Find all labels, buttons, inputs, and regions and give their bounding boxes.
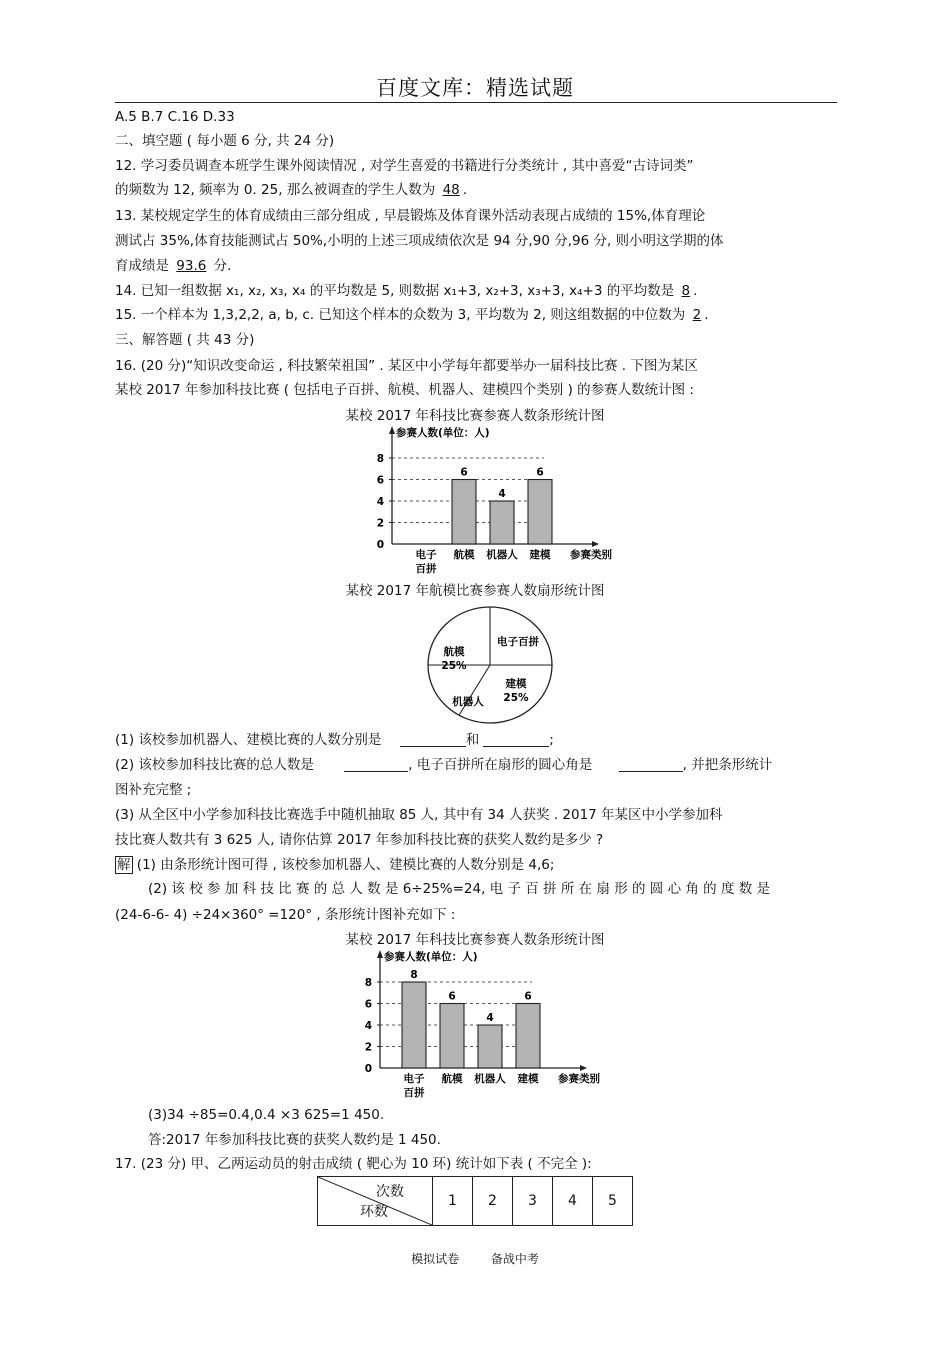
q13-answer: 93.6 [176, 258, 207, 274]
y-tick-label: 8 [376, 453, 384, 465]
bar [490, 501, 514, 544]
bar [478, 1025, 502, 1068]
diag-bottom-label: 环数 [360, 1204, 388, 1220]
category-label-line1: 电子 [415, 549, 437, 561]
slice-label: 机器人 [452, 696, 484, 708]
sub1-end: ; [549, 732, 554, 748]
y-axis-arrow [389, 426, 395, 434]
sub2-text: (2) 该校参加科技比赛的总人数是 [115, 757, 314, 773]
sub1-text: (1) 该校参加机器人、建模比赛的人数分别是 [115, 732, 382, 748]
col-header-4: 4 [553, 1177, 593, 1226]
table-row [318, 1177, 633, 1226]
x-axis-arrow [580, 1065, 587, 1071]
slice-label: 建模 [505, 678, 527, 690]
data-label: 6 [524, 990, 532, 1003]
q16-line1: 16. (20 分)“知识改变命运 , 科技繁荣祖国” . 某区中小学每年都要举办一届科技比赛 . 下图为某区 [115, 358, 698, 374]
bar-chart-completed [348, 948, 608, 1100]
bar [528, 480, 552, 545]
q12-end: . [462, 182, 468, 198]
solution-tag: 解 [117, 857, 131, 873]
q13-text: 育成绩是 [115, 258, 169, 274]
category-label: 航模 [441, 1073, 463, 1085]
q13-line2: 测试占 35%,体育技能测试占 50%,小明的上述三项成绩依次是 94 分,90 分,96 分, 则小明这学期的体 [115, 233, 724, 249]
footer-right: 备战中考 [490, 1252, 539, 1266]
sub1-blank-1[interactable] [400, 732, 466, 747]
data-label: 6 [448, 990, 456, 1003]
category-label: 机器人 [486, 549, 518, 561]
data-label: 6 [460, 466, 468, 479]
bar [452, 480, 476, 545]
q12-answer: 48 [442, 182, 460, 198]
slice-percent: 25% [503, 692, 529, 704]
col-header-1: 1 [433, 1177, 473, 1226]
q15-answer: 2 [692, 307, 702, 323]
solution-3-answer: 答:2017 年参加科技比赛的获奖人数约是 1 450. [148, 1132, 441, 1148]
q14-answer: 8 [681, 283, 691, 299]
section-fill-in: 二、填空题 ( 每小题 6 分, 共 24 分) [115, 133, 335, 149]
data-label: 6 [536, 466, 544, 479]
sub1-blank-2[interactable] [483, 732, 549, 747]
chart2-title: 某校 2017 年科技比赛参赛人数条形统计图 [345, 932, 605, 948]
y-tick-label: 2 [376, 517, 384, 530]
category-label-line2: 百拼 [403, 1087, 425, 1099]
category-label-line1: 电子 [403, 1073, 425, 1085]
y-tick-label: 0 [364, 1063, 372, 1075]
bar [516, 1004, 540, 1069]
q12-line2 [115, 181, 837, 199]
sub2-end: , 并把条形统计 [682, 757, 773, 773]
solution-2-line1: (2) 该 校 参 加 科 技 比 赛 的 总 人 数 是 6÷25%=24, 电 子 百 拼 所 在 扇 形 的 圆 心 角 的 度 数 是 [148, 881, 771, 897]
q14-line [115, 282, 837, 300]
slice-percent: 25% [441, 660, 467, 672]
col-header-5: 5 [593, 1177, 633, 1226]
q15-text: 15. 一个样本为 1,3,2,2, a, b, c. 已知这个样本的众数为 3, 平均数为 2, 则这组数据的中位数为 [115, 307, 686, 323]
pie-chart-aeromodel [420, 603, 560, 727]
y-axis-arrow [377, 950, 383, 958]
pie-title: 某校 2017 年航模比赛参赛人数扇形统计图 [345, 583, 605, 599]
score-table [317, 1176, 633, 1226]
x-axis-label: 参赛类别 [558, 1073, 600, 1085]
header-rule [115, 102, 837, 103]
y-tick-label: 4 [376, 496, 384, 508]
y-axis-label: 参赛人数(单位：人) [384, 951, 478, 963]
col-header-3: 3 [513, 1177, 553, 1226]
sub1-line [115, 731, 837, 749]
answer-options: A.5 B.7 C.16 D.33 [115, 109, 235, 125]
data-label: 4 [486, 1012, 494, 1024]
q13-end: 分. [213, 258, 232, 274]
q13-line3 [115, 257, 837, 275]
sub2-mid: , 电子百拼所在扇形的圆心角是 [408, 757, 593, 773]
q12-text: 的频数为 12, 频率为 0. 25, 那么被调查的学生人数为 [115, 182, 436, 198]
y-tick-label: 6 [376, 474, 384, 487]
sub2-blank-1[interactable] [344, 757, 408, 772]
solution-1 [115, 856, 837, 874]
diagonal-header-cell [318, 1177, 433, 1226]
q13-line1: 13. 某校规定学生的体育成绩由三部分组成 , 早晨锻炼及体育课外活动表现占成绩的 15%,体育理论 [115, 208, 706, 224]
y-axis-label: 参赛人数(单位：人) [396, 427, 490, 439]
data-label: 4 [498, 488, 506, 500]
q14-end: . [693, 283, 698, 299]
solution-1-text: (1) 由条形统计图可得 , 该校参加机器人、建模比赛的人数分别是 4,6; [136, 857, 555, 873]
sub3-line2: 技比赛人数共有 3 625 人, 请你估算 2017 年参加科技比赛的获奖人数约是多少 ? [115, 832, 604, 848]
footer-left: 模拟试卷 [411, 1252, 460, 1266]
bar [440, 1004, 464, 1069]
q17-line: 17. (23 分) 甲、乙两运动员的射击成绩 ( 靶心为 10 环) 统计如下表 ( 不完全 ): [115, 1156, 592, 1172]
q12-line1: 12. 学习委员调查本班学生课外阅读情况 , 对学生喜爱的书籍进行分类统计 , 其中喜爱“古诗词类” [115, 158, 694, 174]
sub2-line2: 图补充完整 ; [115, 782, 192, 798]
data-label: 8 [410, 969, 418, 981]
y-tick-label: 8 [364, 977, 372, 989]
solution-3: (3)34 ÷85=0.4,0.4 ×3 625=1 450. [148, 1107, 385, 1123]
category-label: 航模 [453, 549, 475, 561]
bar-chart-participants [360, 424, 620, 576]
category-label-line2: 百拼 [415, 563, 437, 575]
bar [402, 982, 426, 1068]
col-header-2: 2 [473, 1177, 513, 1226]
y-tick-label: 4 [364, 1020, 372, 1032]
section-solve: 三、解答题 ( 共 43 分) [115, 332, 255, 348]
chart1-title: 某校 2017 年科技比赛参赛人数条形统计图 [345, 408, 605, 424]
x-axis-label: 参赛类别 [570, 549, 612, 561]
footer [0, 1250, 950, 1267]
y-tick-label: 6 [364, 998, 372, 1011]
y-tick-label: 2 [364, 1041, 372, 1054]
slice-label: 航模 [443, 646, 465, 658]
sub1-and: 和 [465, 732, 480, 748]
y-tick-label: 0 [376, 539, 384, 551]
category-label: 机器人 [474, 1073, 506, 1085]
q14-text: 14. 已知一组数据 x₁, x₂, x₃, x₄ 的平均数是 5, 则数据 x₁+3, x₂+3, x₃+3, x₄+3 的平均数是 [115, 283, 675, 299]
q16-line2: 某校 2017 年参加科技比赛 ( 包括电子百拼、航模、机器人、建模四个类别 ) 的参赛人数统计图 : [115, 382, 694, 398]
x-axis-arrow [592, 541, 599, 547]
diag-top-label: 次数 [376, 1184, 404, 1200]
sub2-line1 [115, 756, 837, 774]
category-label: 建模 [529, 549, 551, 561]
header-title: 百度文库：精选试题 [376, 76, 574, 100]
category-label: 建模 [517, 1073, 539, 1085]
q15-line [115, 306, 837, 324]
q15-end: . [704, 307, 709, 323]
solution-2-line2: (24-6-6- 4) ÷24×360° =120° , 条形统计图补充如下 : [115, 907, 456, 923]
slice-label: 电子百拼 [497, 636, 539, 648]
sub2-blank-2[interactable] [619, 757, 683, 772]
sub3-line1: (3) 从全区中小学参加科技比赛选手中随机抽取 85 人, 其中有 34 人获奖 . 2017 年某区中小学参加科 [115, 807, 723, 823]
